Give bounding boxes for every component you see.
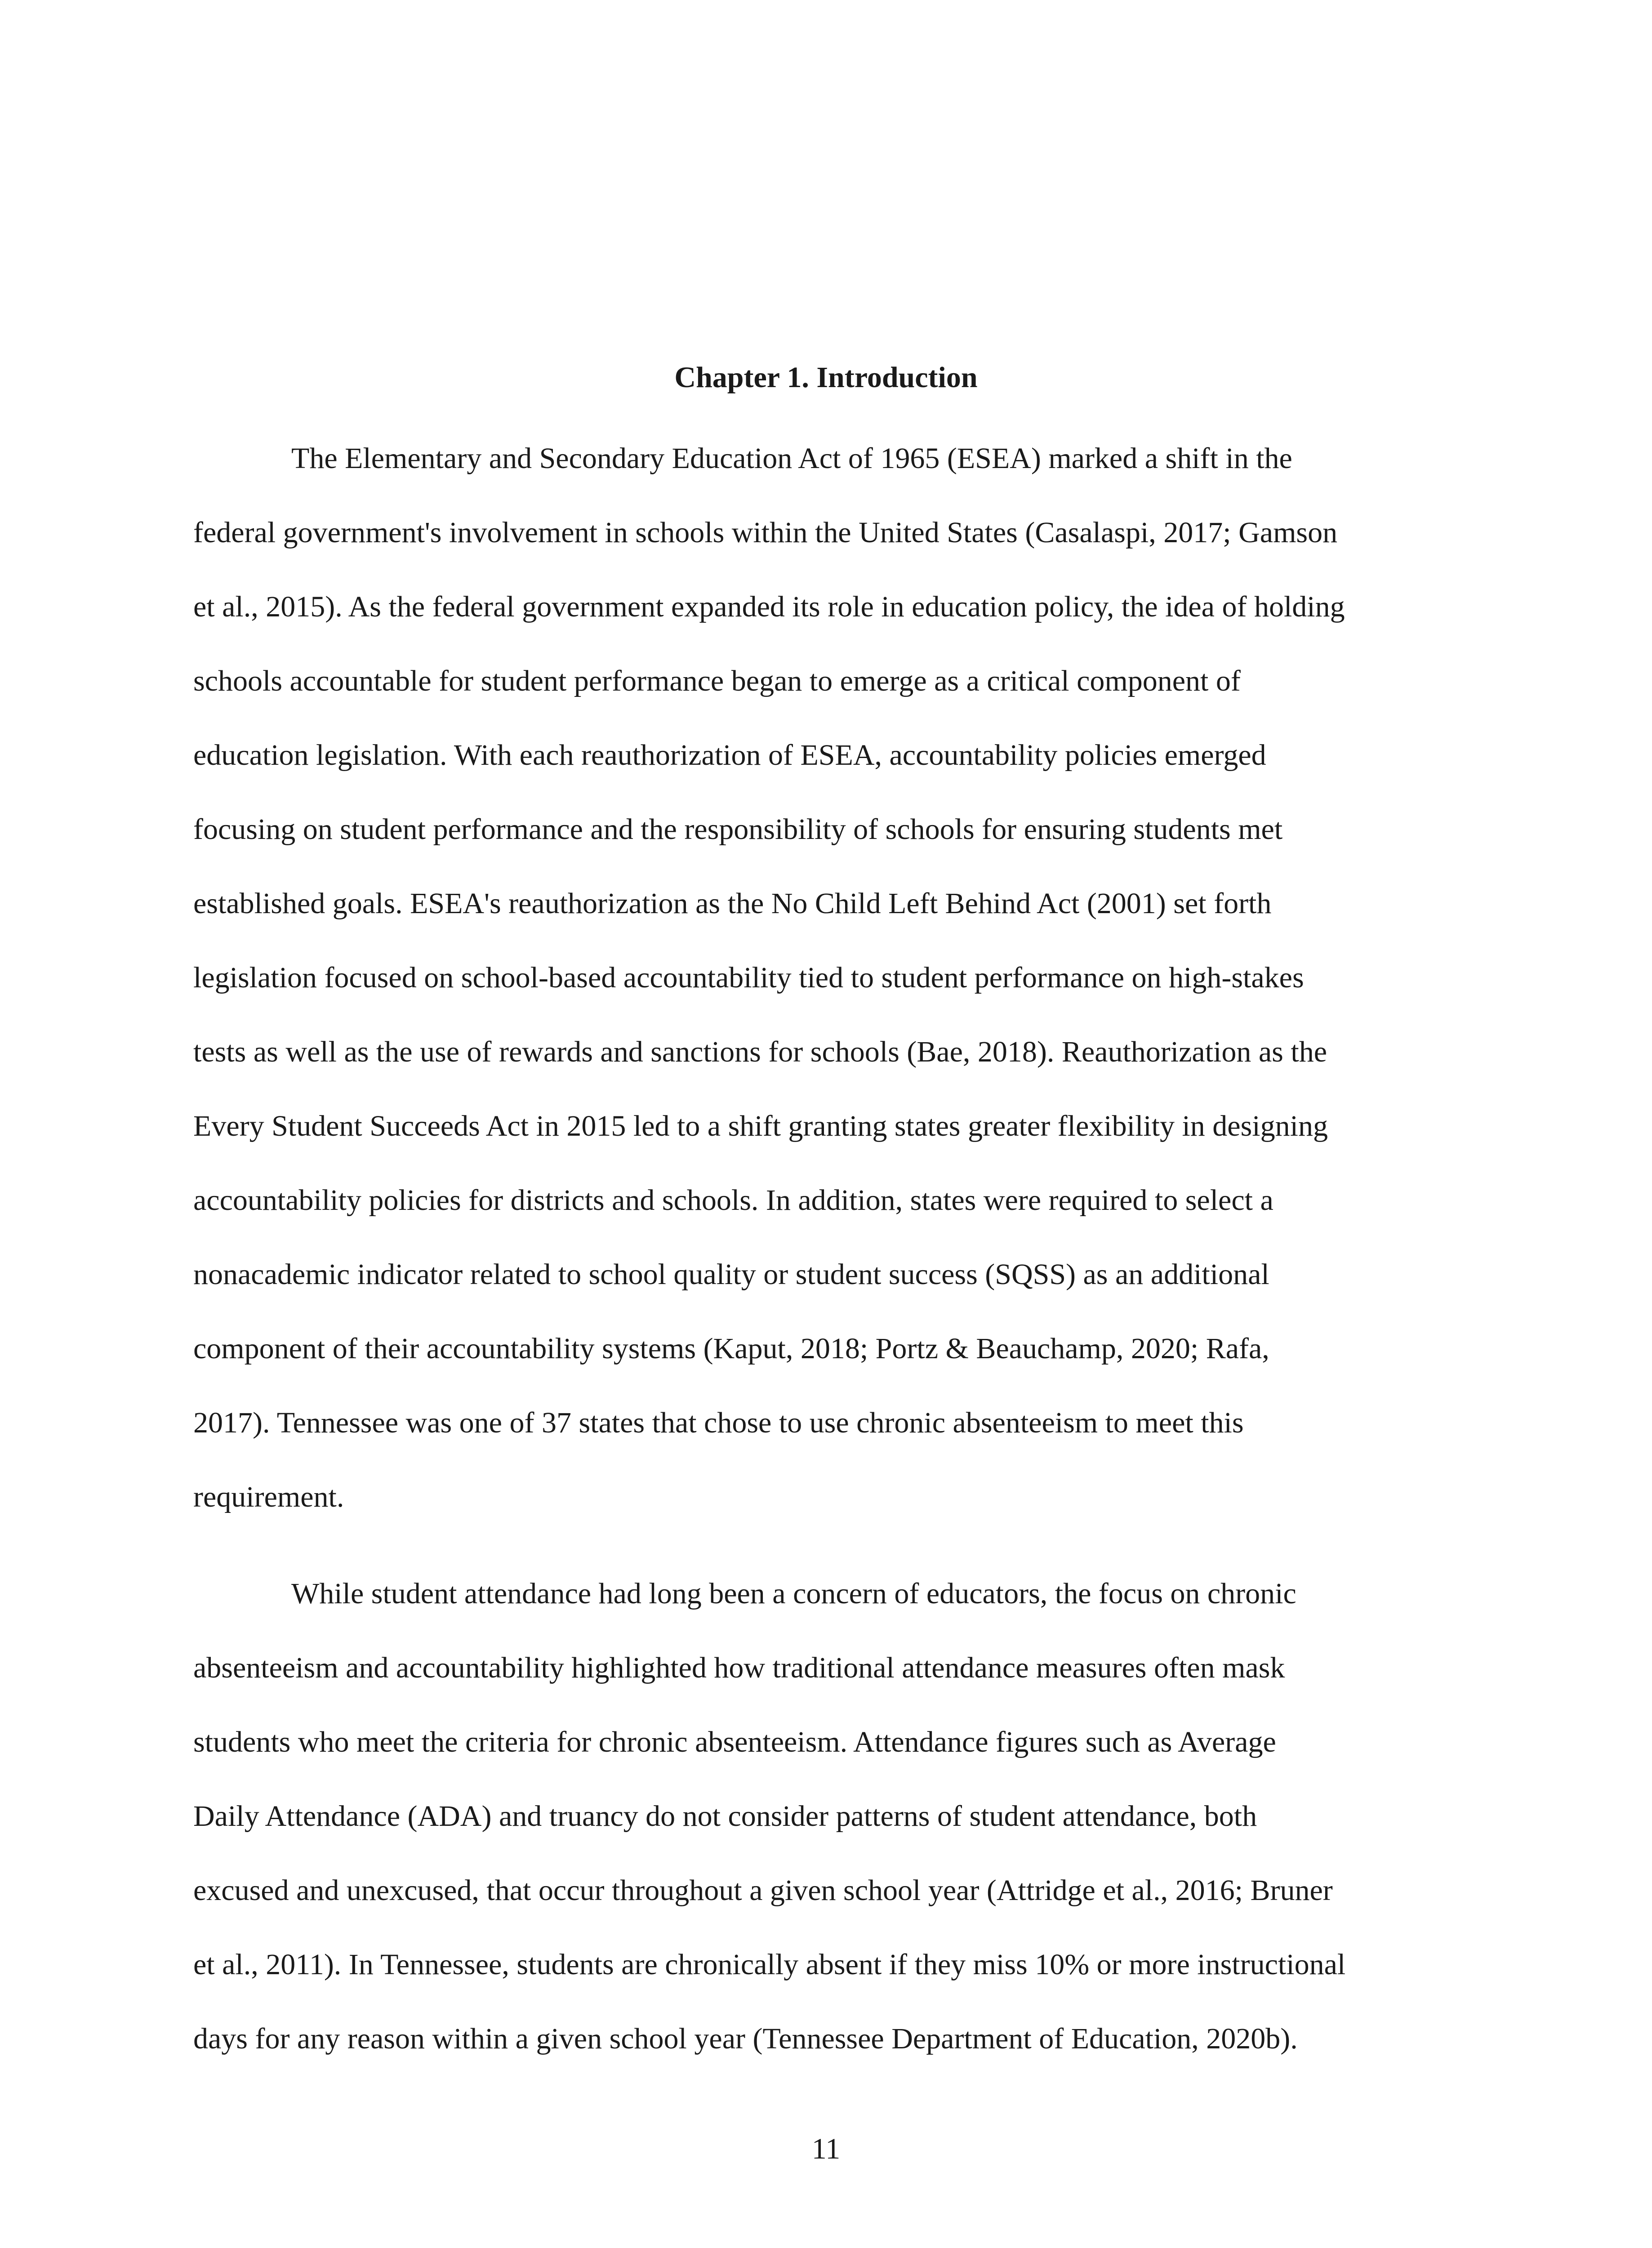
paragraph-line: et al., 2015). As the federal government expanded its role in education policy, the idea of holding: [193, 590, 1345, 623]
paragraph-line: nonacademic indicator related to school quality or student success (SQSS) as an additional: [193, 1258, 1269, 1291]
paragraph-line: established goals. ESEA's reauthorization as the No Child Left Behind Act (2001) set forth: [193, 887, 1272, 920]
paragraph-line: component of their accountability systems (Kaput, 2018; Portz & Beauchamp, 2020; Rafa,: [193, 1332, 1269, 1365]
paragraph-line: While student attendance had long been a concern of educators, the focus on chronic: [291, 1577, 1296, 1610]
paragraph-line: federal government's involvement in schools within the United States (Casalaspi, 2017; Gamson: [193, 516, 1338, 549]
paragraph-line: days for any reason within a given school year (Tennessee Department of Education, 2020b).: [193, 2022, 1298, 2055]
paragraph-line: The Elementary and Secondary Education Act of 1965 (ESEA) marked a shift in the: [291, 442, 1292, 475]
paragraph-line: students who meet the criteria for chronic absenteeism. Attendance figures such as Average: [193, 1726, 1276, 1758]
paragraph-line: Every Student Succeeds Act in 2015 led to a shift granting states greater flexibility in designing: [193, 1110, 1328, 1142]
paragraph-line: tests as well as the use of rewards and sanctions for schools (Bae, 2018). Reauthorization as the: [193, 1035, 1327, 1068]
paragraph-line: excused and unexcused, that occur throughout a given school year (Attridge et al., 2016; Bruner: [193, 1874, 1333, 1907]
chapter-title: Chapter 1. Introduction: [674, 361, 978, 394]
paragraph-line: Daily Attendance (ADA) and truancy do not consider patterns of student attendance, both: [193, 1800, 1257, 1833]
paragraph-line: requirement.: [193, 1481, 344, 1513]
paragraph-line: accountability policies for districts and schools. In addition, states were required to select a: [193, 1184, 1274, 1217]
paragraph-line: legislation focused on school-based accountability tied to student performance on high-stakes: [193, 961, 1304, 994]
paragraph-line: focusing on student performance and the responsibility of schools for ensuring students met: [193, 813, 1283, 846]
paragraph-line: 2017). Tennessee was one of 37 states that chose to use chronic absenteeism to meet this: [193, 1406, 1244, 1439]
paragraph-line: absenteeism and accountability highlighted how traditional attendance measures often mask: [193, 1651, 1285, 1684]
paragraph-line: education legislation. With each reauthorization of ESEA, accountability policies emerged: [193, 739, 1266, 772]
paragraph-line: et al., 2011). In Tennessee, students are chronically absent if they miss 10% or more instructional: [193, 1948, 1346, 1981]
paragraph-line: schools accountable for student performance began to emerge as a critical component of: [193, 665, 1241, 697]
page-number: 11: [811, 2132, 841, 2165]
